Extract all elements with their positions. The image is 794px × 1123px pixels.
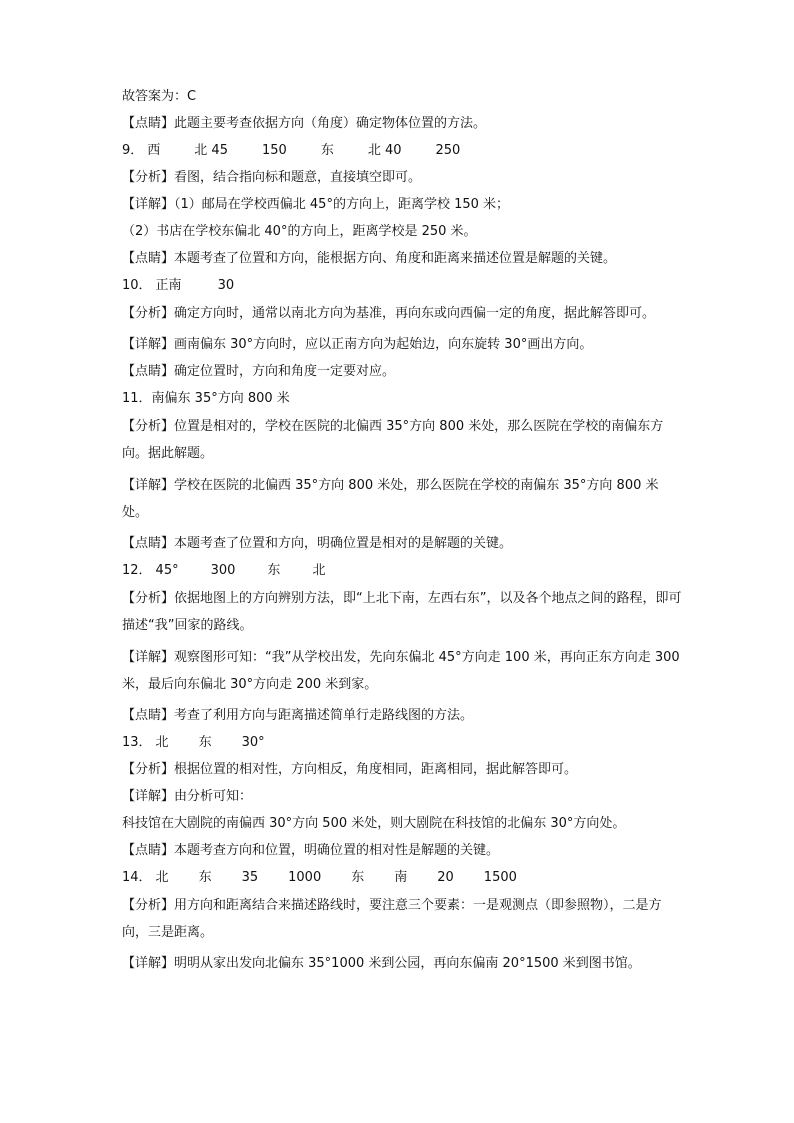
text-line: 【点睛】此题主要考查依据方向（角度）确定物体位置的方法。 [122,116,487,131]
paragraph: 【分析】依据地图上的方向辨别方法，即“上北下南，左西右东”，以及各个地点之间的路程，即可描述“我”回家的路线。 [122,591,682,633]
answer-line [122,734,682,752]
question-number: 14． [122,870,152,885]
paragraph: 【分析】用方向和距离结合来描述路线时，要注意三个要素：一是观测点（即参照物），二是方向，三是距离。 [122,898,662,940]
question-number: 9． [122,143,144,158]
answer-blank: 西 [147,143,161,158]
answer-blank: 北 40 [367,143,402,158]
text-line: 11．南偏东 35°方向 800 米 [122,391,290,406]
answer-blank: 东 [198,870,212,885]
question-number: 13． [122,735,152,750]
answer-blank: 1500 [483,870,517,885]
text-line: 【分析】看图，结合指向标和题意，直接填空即可。 [122,170,422,185]
question-number: 12． [122,563,152,578]
answer-line [122,277,682,295]
text-line: 【点睛】本题考查方向和位置，明确位置的相对性是解题的关键。 [122,843,500,858]
answer-line [122,142,682,160]
answer-blank: 30° [241,735,265,750]
answer-blank: 正南 [155,278,182,293]
answer-blank: 东 [267,563,281,578]
text-line: 故答案为：C [122,89,197,104]
text-line: 【详解】明明从家出发向北偏东 35°1000 米到公园，再向东偏南 20°1500 米到图书馆。 [122,956,641,971]
text-line: 【分析】根据位置的相对性，方向相反，角度相同，距离相同，据此解答即可。 [122,762,578,777]
paragraph: 【分析】确定方向时，通常以南北方向为基准，再向东或向西偏一定的角度，据此解答即可。 [122,306,656,321]
text-line: 【详解】画南偏东 30°方向时，应以正南方向为起始边，向东旋转 30°画出方向。 [122,337,593,352]
answer-line [122,562,682,580]
answer-blank: 35 [241,870,259,885]
answer-blank: 北 45 [194,143,228,158]
text-line: 科技馆在大剧院的南偏西 30°方向 500 米处，则大剧院在科技馆的北偏东 30°方向处。 [122,816,626,831]
text-line: 【点睛】确定位置时，方向和角度一定要对应。 [122,364,396,379]
answer-content [122,88,682,982]
answer-blank: 150 [261,143,287,158]
answer-blank: 北 [312,563,326,578]
answer-blank: 45° [155,563,179,578]
answer-blank: 北 [155,735,169,750]
answer-blank: 300 [210,563,236,578]
text-line: 【点睛】考查了利用方向与距离描述简单行走路线图的方法。 [122,708,474,723]
answer-blank: 1000 [288,870,322,885]
answer-line [122,869,682,887]
answer-blank: 南 [394,870,408,885]
text-line: 【详解】（1）邮局在学校西偏北 45°的方向上，距离学校 150 米； [122,197,510,212]
paragraph: 【分析】位置是相对的，学校在医院的北偏西 35°方向 800 米处，那么医院在学校的南偏东方向。据此解题。 [122,419,664,461]
text-line: 【点睛】本题考查了位置和方向，明确位置是相对的是解题的关键。 [122,536,513,551]
answer-blank: 20 [437,870,454,885]
text-line: 【点睛】本题考查了位置和方向，能根据方向、角度和距离来描述位置是解题的关键。 [122,251,617,266]
answer-blank: 东 [351,870,365,885]
text-line: （2）书店在学校东偏北 40°的方向上，距离学校是 250 米。 [122,224,477,239]
paragraph: 【详解】学校在医院的北偏西 35°方向 800 米处，那么医院在学校的南偏东 35°方向 800 米处。 [122,478,659,520]
question-number: 10． [122,278,152,293]
answer-blank: 北 [155,870,169,885]
answer-blank: 东 [198,735,212,750]
paragraph: 【详解】观察图形可知：“我”从学校出发，先向东偏北 45°方向走 100 米，再向正东方向走 300 米，最后向东偏北 30°方向走 200 米到家。 [122,650,680,692]
answer-blank: 250 [435,143,461,158]
text-line: 【详解】由分析可知： [122,789,253,804]
answer-blank: 30 [217,278,235,293]
answer-blank: 东 [320,143,334,158]
